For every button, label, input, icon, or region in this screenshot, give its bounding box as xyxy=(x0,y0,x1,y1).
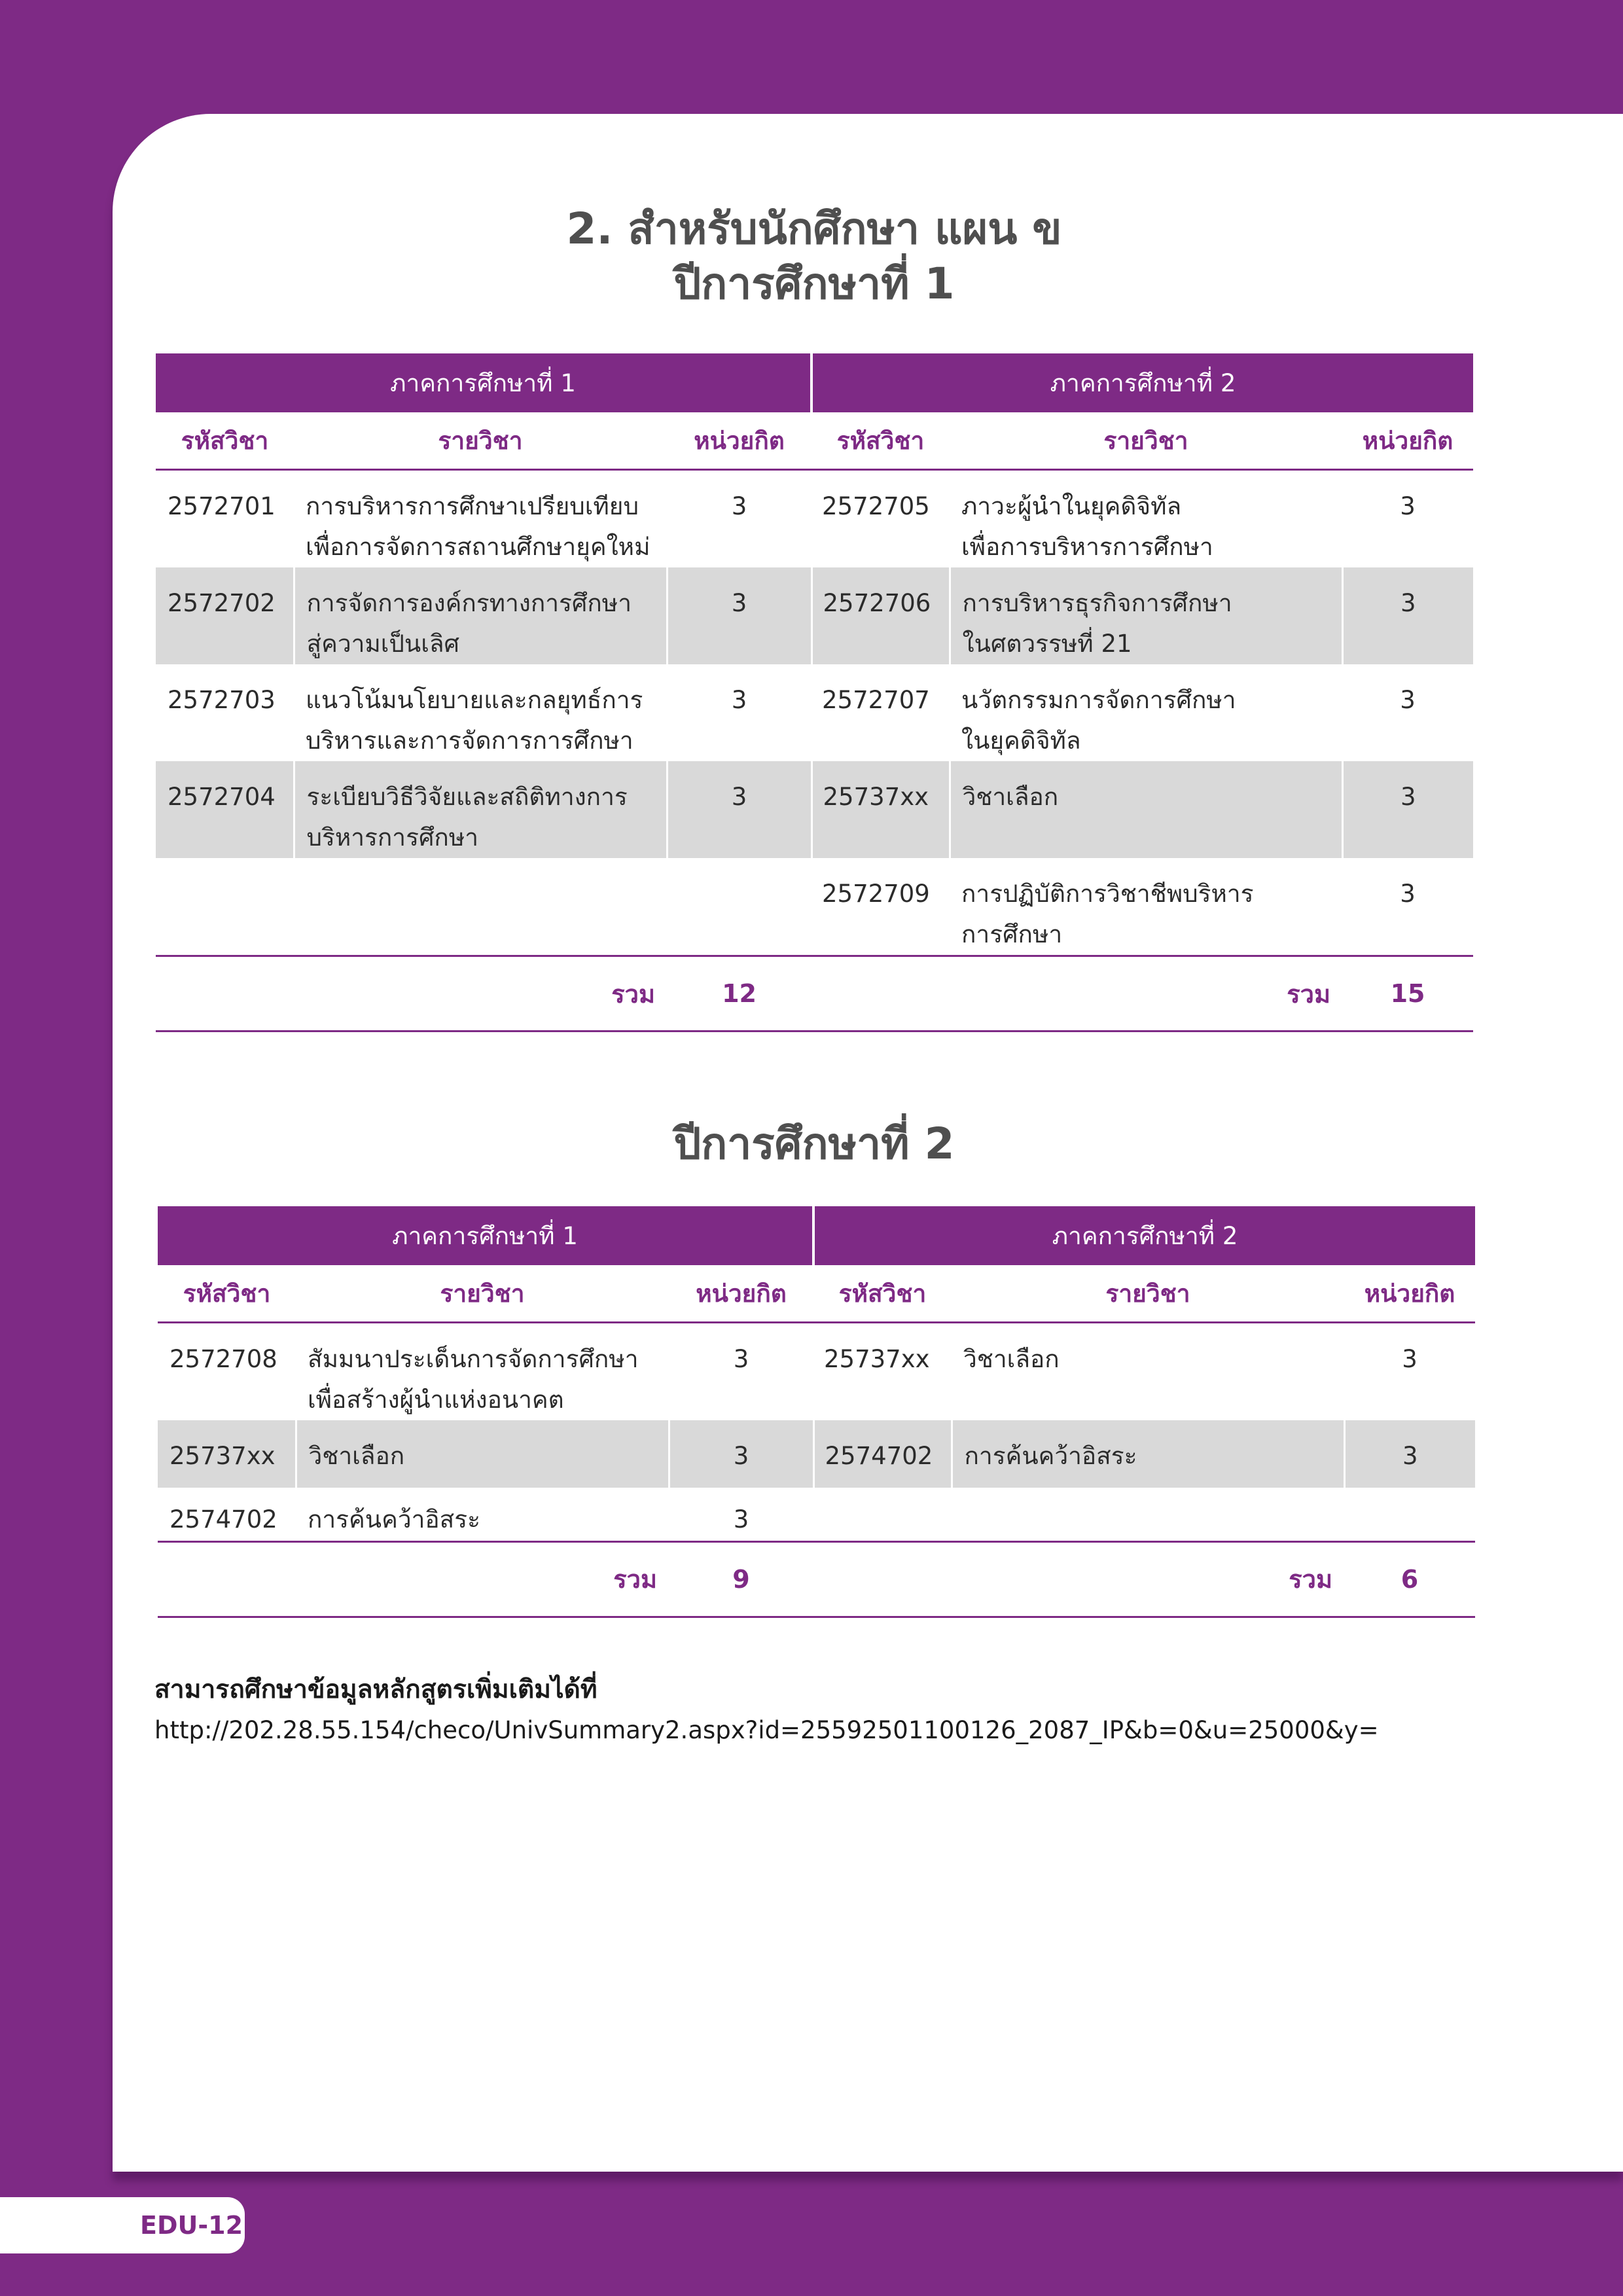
empty-cell xyxy=(667,858,812,956)
course-name xyxy=(294,664,667,761)
total-label: รวม xyxy=(813,1541,1344,1617)
course-name-text: การปฏิบัติการวิชาชีพบริหาร การศึกษา xyxy=(961,880,1254,948)
semester-header: ภาคการศึกษาที่ 2 xyxy=(812,353,1473,412)
total-label: รวม xyxy=(158,1541,669,1617)
course-code: 25737xx xyxy=(158,1420,296,1488)
course-code: 2572708 xyxy=(169,1345,277,1373)
column-header-code: รหัสวิชา xyxy=(812,412,950,470)
course-credits: 3 xyxy=(1400,492,1416,520)
total-credits: 9 xyxy=(669,1541,813,1617)
course-credits: 3 xyxy=(1342,761,1473,858)
course-credits: 3 xyxy=(669,1420,813,1488)
course-name-text: วิชาเลือก xyxy=(963,1345,1060,1373)
course-credits: 3 xyxy=(667,567,812,664)
year2-curriculum-table xyxy=(158,1206,1475,1618)
course-code: 2574702 xyxy=(169,1505,277,1534)
table-row xyxy=(156,664,1473,761)
course-name-text: การจัดการองค์กรทางการศึกษา สู่ความเป็นเลิศ xyxy=(306,589,632,658)
year1-heading: ปีการศึกษาที่ 1 xyxy=(673,259,955,309)
more-info-heading: สามารถศึกษาข้อมูลหลักสูตรเพิ่มเติมได้ที่ xyxy=(154,1675,597,1704)
table-row xyxy=(156,858,1473,956)
course-credits: 3 xyxy=(1400,686,1416,714)
empty-cell xyxy=(952,1488,1344,1541)
course-credits: 3 xyxy=(1344,1420,1475,1488)
course-credits: 3 xyxy=(731,492,747,520)
course-code: 2572703 xyxy=(168,686,276,714)
total-credits: 6 xyxy=(1344,1541,1475,1617)
course-code: 2572701 xyxy=(168,492,276,520)
course-name xyxy=(294,761,667,858)
column-header-credits: หน่วยกิต xyxy=(669,1265,813,1323)
course-code: 2574702 xyxy=(813,1420,952,1488)
course-code: 25737xx xyxy=(824,1345,930,1373)
column-header-credits: หน่วยกิต xyxy=(667,412,812,470)
page-number: EDU-12 xyxy=(140,2211,243,2240)
column-header-credits: หน่วยกิต xyxy=(1342,412,1473,470)
year2-heading: ปีการศึกษาที่ 2 xyxy=(673,1119,955,1169)
empty-cell xyxy=(294,858,667,956)
column-header-name: รายวิชา xyxy=(294,412,667,470)
column-header-name: รายวิชา xyxy=(296,1265,669,1323)
course-credits: 3 xyxy=(733,1345,749,1373)
course-name-text: สัมมนาประเด็นการจัดการศึกษา เพื่อสร้างผู้นำแห่งอนาคต xyxy=(308,1345,639,1414)
table-row xyxy=(156,470,1473,568)
course-code: 2572705 xyxy=(822,492,930,520)
course-code: 2572702 xyxy=(156,567,294,664)
empty-cell xyxy=(156,858,294,956)
total-label: รวม xyxy=(812,956,1342,1031)
more-info-link[interactable]: http://202.28.55.154/checo/UnivSummary2.aspx?id=25592501100126_2087_IP&b=0&u=25000&y= xyxy=(154,1716,1379,1744)
course-name xyxy=(294,470,667,568)
semester-header: ภาคการศึกษาที่ 2 xyxy=(813,1206,1475,1265)
column-header-name: รายวิชา xyxy=(950,412,1342,470)
course-credits: 3 xyxy=(1342,567,1473,664)
table-row xyxy=(156,567,1473,664)
course-code: 2572707 xyxy=(822,686,930,714)
course-name xyxy=(294,567,667,664)
course-name xyxy=(296,1323,669,1421)
course-name xyxy=(950,761,1342,858)
page-title: 2. สำหรับนักศึกษา แผน ข xyxy=(566,204,1062,254)
course-name xyxy=(950,664,1342,761)
semester-header: ภาคการศึกษาที่ 1 xyxy=(158,1206,813,1265)
total-credits: 12 xyxy=(667,956,812,1031)
total-label: รวม xyxy=(156,956,667,1031)
table-row xyxy=(156,761,1473,858)
empty-cell xyxy=(1344,1488,1475,1541)
course-name-text: วิชาเลือก xyxy=(962,783,1059,811)
year1-curriculum-table xyxy=(156,353,1473,1032)
column-header-name: รายวิชา xyxy=(952,1265,1344,1323)
course-code: 2572706 xyxy=(812,567,950,664)
course-name xyxy=(952,1420,1344,1488)
course-code: 2572704 xyxy=(156,761,294,858)
course-name xyxy=(296,1488,669,1541)
course-name-text: การบริหารการศึกษาเปรียบเทียบ เพื่อการจัดการสถานศึกษายุคใหม่ xyxy=(306,492,651,561)
course-name xyxy=(952,1323,1344,1421)
course-credits: 3 xyxy=(667,761,812,858)
semester-header: ภาคการศึกษาที่ 1 xyxy=(156,353,812,412)
course-code: 2572709 xyxy=(822,880,930,908)
course-credits: 3 xyxy=(1400,880,1416,908)
course-name-text: วิชาเลือก xyxy=(308,1442,405,1470)
course-name-text: การบริหารธุรกิจการศึกษา ในศตวรรษที่ 21 xyxy=(962,589,1232,658)
course-code: 25737xx xyxy=(812,761,950,858)
course-credits: 3 xyxy=(733,1505,749,1534)
empty-cell xyxy=(813,1488,952,1541)
course-name-text: การค้นคว้าอิสระ xyxy=(308,1505,480,1534)
course-name xyxy=(950,858,1342,956)
column-header-credits: หน่วยกิต xyxy=(1344,1265,1475,1323)
total-row xyxy=(156,956,1473,1031)
table-row xyxy=(158,1323,1475,1421)
course-name xyxy=(296,1420,669,1488)
course-name-text: แนวโน้มนโยบายและกลยุทธ์การ บริหารและการจัดการการศึกษา xyxy=(306,686,643,755)
course-name-text: ภาวะผู้นำในยุคดิจิทัล เพื่อการบริหารการศึกษา xyxy=(961,492,1213,561)
column-header-code: รหัสวิชา xyxy=(813,1265,952,1323)
column-header-code: รหัสวิชา xyxy=(158,1265,296,1323)
course-credits: 3 xyxy=(1402,1345,1418,1373)
table-row xyxy=(158,1488,1475,1541)
table-row xyxy=(158,1420,1475,1488)
course-name xyxy=(950,470,1342,568)
course-name-text: ระเบียบวิธีวิจัยและสถิติทางการ บริหารการศึกษา xyxy=(306,783,628,852)
total-credits: 15 xyxy=(1342,956,1473,1031)
total-row xyxy=(158,1541,1475,1617)
course-name-text: นวัตกรรมการจัดการศึกษา ในยุคดิจิทัล xyxy=(961,686,1236,755)
course-name xyxy=(950,567,1342,664)
course-name-text: การค้นคว้าอิสระ xyxy=(964,1442,1137,1470)
column-header-code: รหัสวิชา xyxy=(156,412,294,470)
course-credits: 3 xyxy=(731,686,747,714)
